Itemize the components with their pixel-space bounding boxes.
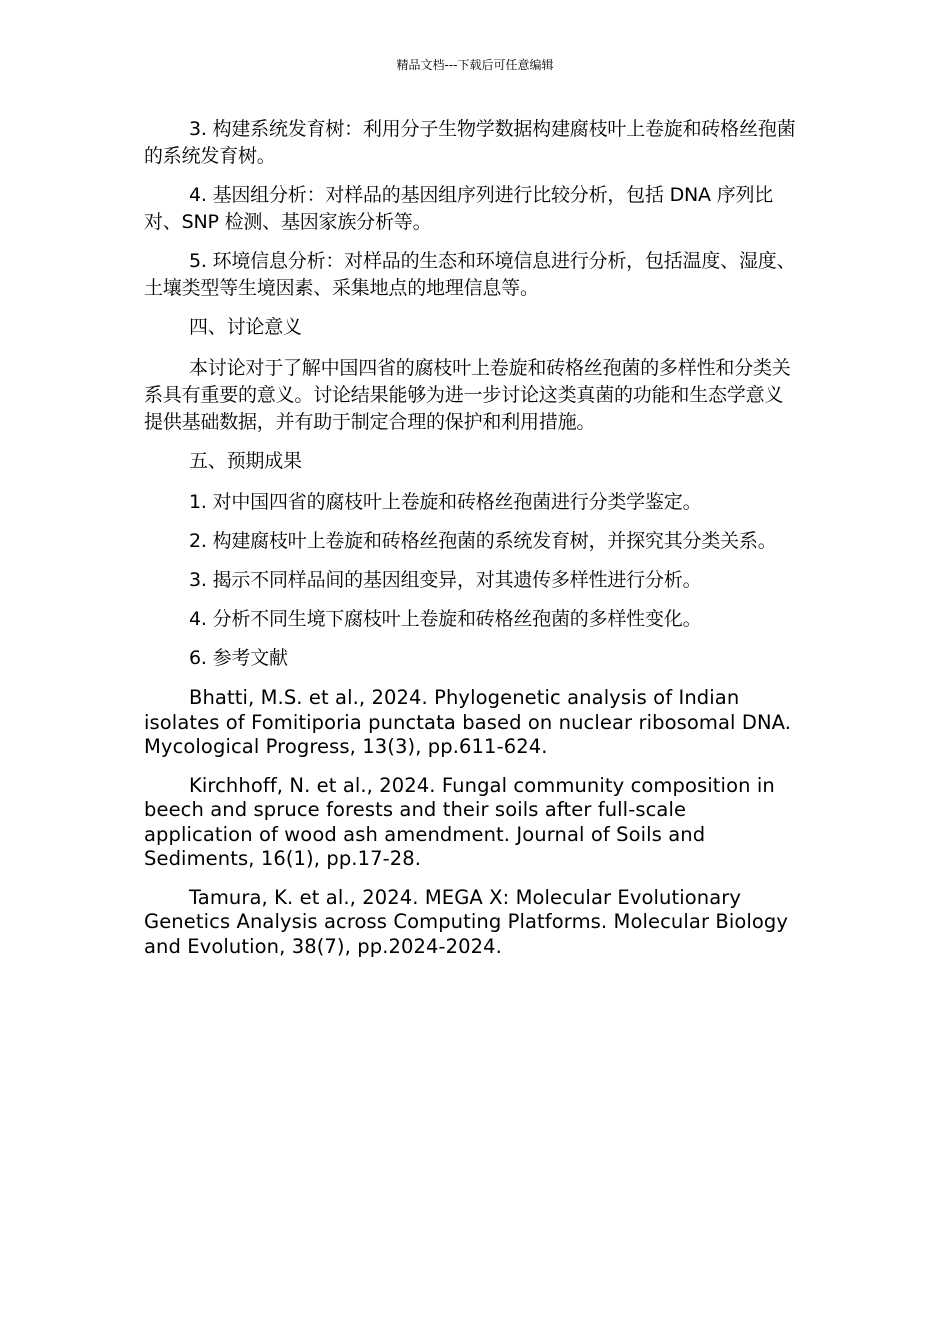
section-heading-references: 6. 参考文献 <box>189 647 288 669</box>
paragraph-genome-analysis: 4. 基因组分析：对样品的基因组序列进行比较分析，包括 DNA 序列比对、SNP 检测、基因家族分析等。 <box>144 184 774 233</box>
paragraph-result-2: 2. 构建腐枝叶上卷旋和砖格丝孢菌的系统发育树，并探究其分类关系。 <box>189 530 777 552</box>
reference-entry: Tamura, K. et al., 2024. MEGA X: Molecular Evolutionary Genetics Analysis across Computing Platforms. Molecular Biology and Evolution, 38(7), pp.2024-2024. <box>144 885 789 958</box>
reference-entry: Kirchhoff, N. et al., 2024. Fungal community composition in beech and spruce forests and their soils after full-scale application of wood ash amendment. Journal of Soils and Sediments, 16(1), pp.17-28. <box>144 773 775 870</box>
paragraph-significance: 本讨论对于了解中国四省的腐枝叶上卷旋和砖格丝孢菌的多样性和分类关系具有重要的意义。讨论结果能够为进一步讨论这类真菌的功能和生态学意义提供基础数据，并有助于制定合理的保护和利用措施。 <box>144 357 791 433</box>
section-heading-expected-results: 五、预期成果 <box>189 450 302 472</box>
paragraph-phylogenetic-tree: 3. 构建系统发育树：利用分子生物学数据构建腐枝叶上卷旋和砖格丝孢菌的系统发育树。 <box>144 118 796 167</box>
document-body <box>144 116 800 973</box>
paragraph-environment-analysis: 5. 环境信息分析：对样品的生态和环境信息进行分析，包括温度、湿度、土壤类型等生境因素、采集地点的地理信息等。 <box>144 250 796 299</box>
section-heading-significance: 四、讨论意义 <box>189 316 302 338</box>
page-header: 精品文档---下载后可任意编辑 <box>396 58 554 72</box>
paragraph-result-4: 4. 分析不同生境下腐枝叶上卷旋和砖格丝孢菌的多样性变化。 <box>189 608 702 630</box>
paragraph-result-3: 3. 揭示不同样品间的基因组变异，对其遗传多样性进行分析。 <box>189 569 702 591</box>
paragraph-result-1: 1. 对中国四省的腐枝叶上卷旋和砖格丝孢菌进行分类学鉴定。 <box>189 491 702 513</box>
reference-entry: Bhatti, M.S. et al., 2024. Phylogenetic analysis of Indian isolates of Fomitiporia punctata based on nuclear ribosomal DNA. Mycological Progress, 13(3), pp.611-624. <box>144 686 792 758</box>
